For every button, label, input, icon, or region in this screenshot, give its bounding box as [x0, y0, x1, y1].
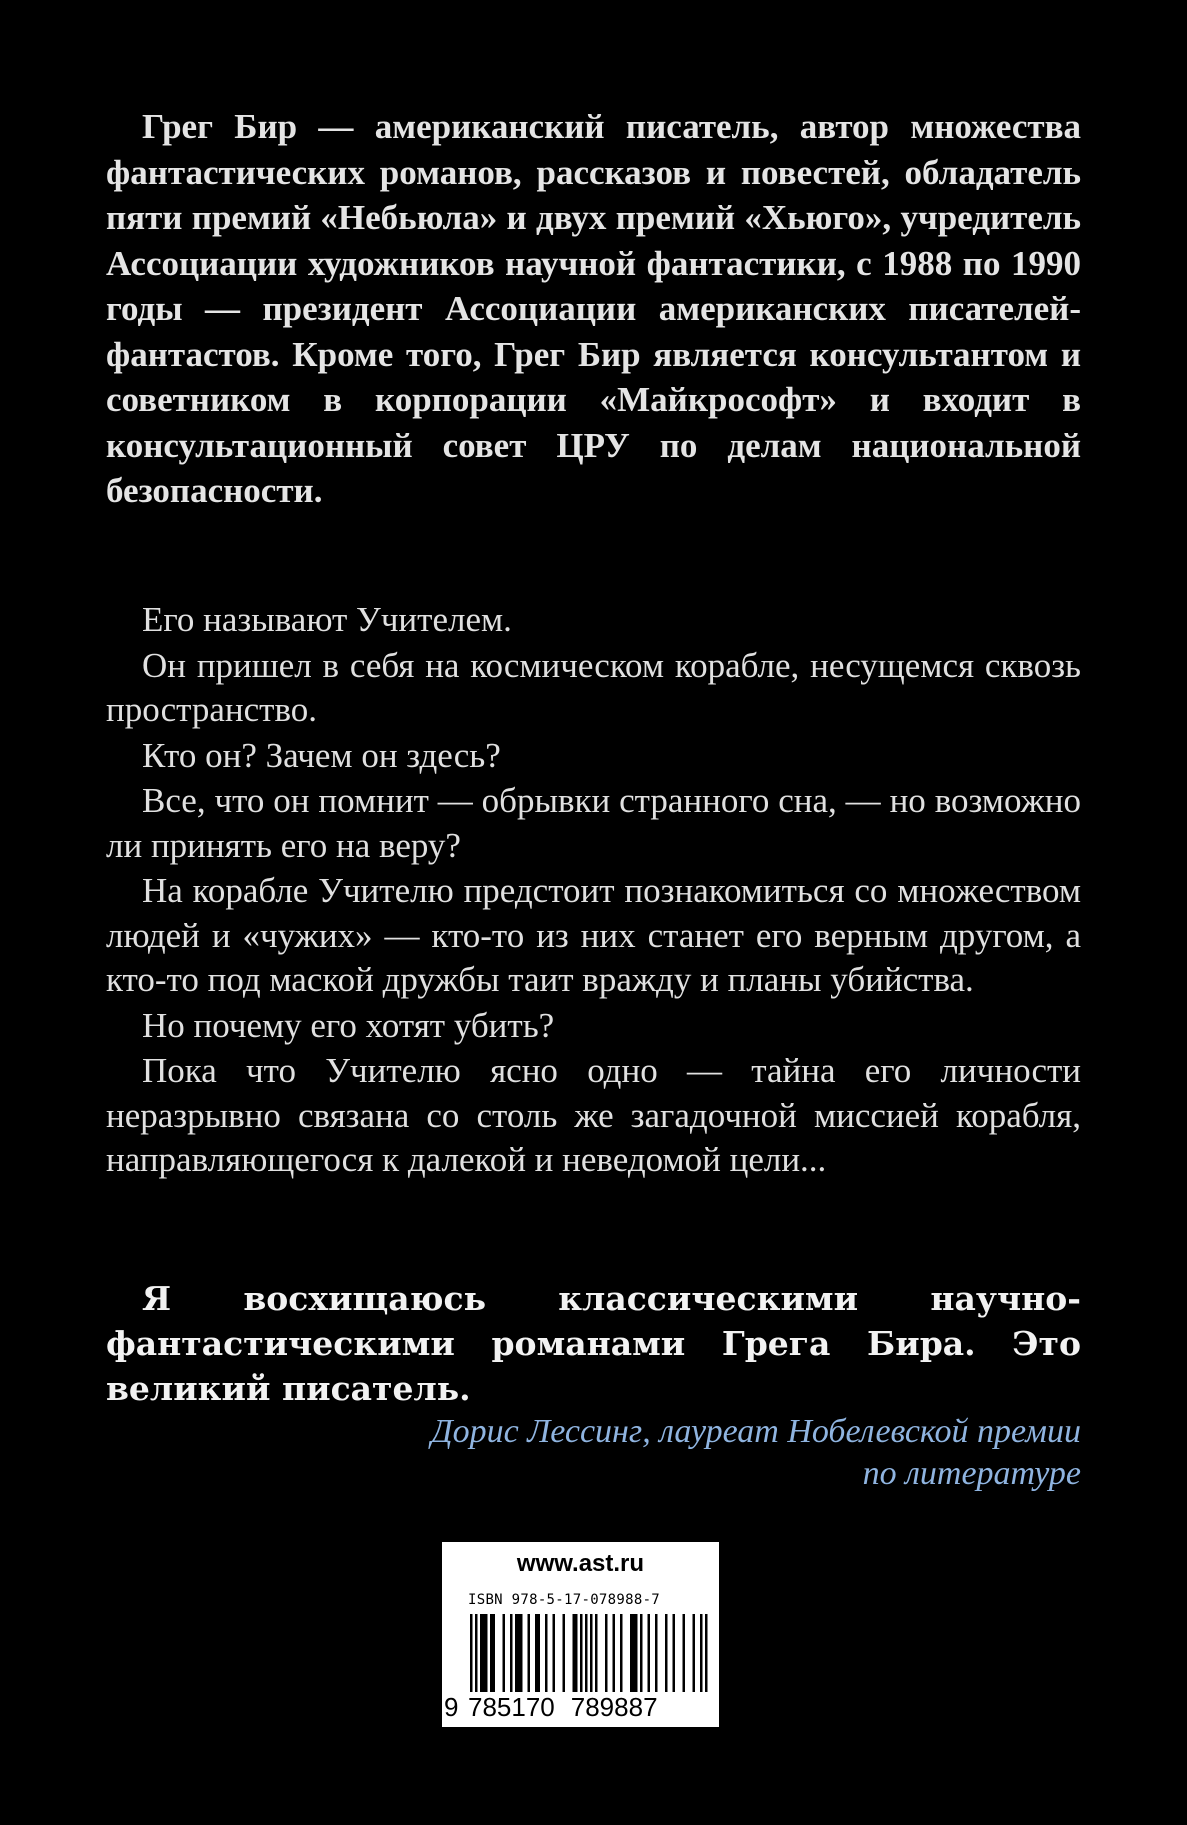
barcode-digits-group-1: 785170	[468, 1692, 555, 1722]
barcode-bar	[620, 1614, 623, 1696]
barcode-bar	[595, 1614, 598, 1696]
barcode-bar	[648, 1614, 651, 1696]
review-quote	[106, 1276, 1081, 1495]
barcode-bar	[538, 1614, 541, 1696]
barcode-bar	[613, 1614, 616, 1696]
barcode-bar	[665, 1614, 668, 1696]
barcode-bar	[683, 1614, 686, 1696]
barcode-bar	[563, 1614, 566, 1696]
barcode-bar	[480, 1614, 483, 1696]
quote-text: Я восхищаюсь классическими научно-фантастическими романами Грега Бира. Это великий писатель.	[106, 1279, 1081, 1408]
barcode-digits-group-2: 789887	[570, 1692, 658, 1722]
barcode-lead-digit: 9	[444, 1692, 459, 1722]
synopsis-paragraph: Пока что Учителю ясно одно — тайна его личности неразрывно связана со столь же загадочной миссией корабля, направляющегося к далекой и неведомой цели...	[106, 1051, 1081, 1179]
barcode-digits	[444, 1692, 717, 1723]
quote-attribution	[106, 1411, 1081, 1495]
barcode-bar	[605, 1614, 608, 1696]
synopsis-paragraph: Но почему его хотят убить?	[142, 1005, 555, 1045]
barcode-bar	[483, 1614, 486, 1696]
barcode-bar	[485, 1614, 488, 1696]
synopsis-paragraph: Все, что он помнит — обрывки странного сна, — но возможно ли принять его на веру?	[106, 781, 1081, 865]
barcode-bar	[493, 1614, 496, 1696]
synopsis-paragraph: Его называют Учителем.	[142, 600, 512, 639]
barcode-bar	[630, 1614, 633, 1696]
barcode-block	[442, 1542, 719, 1727]
barcode-bar	[535, 1614, 538, 1696]
synopsis	[106, 598, 1081, 1184]
isbn-label: ISBN 978-5-17-078988-7	[468, 1592, 661, 1608]
barcode-bar	[693, 1614, 696, 1696]
barcode-bar	[510, 1614, 513, 1696]
barcode-bar	[580, 1614, 583, 1696]
barcode-bar	[635, 1614, 638, 1696]
synopsis-paragraph: На корабле Учителю предстоит познакомиться со множеством людей и «чужих» — кто-то из них станет его верным другом, а кто-то под маской дружбы таит вражду и планы убийства.	[106, 871, 1081, 999]
barcode-bar	[545, 1614, 548, 1696]
attribution-line-1: Дорис Лессинг, лауреат Нобелевской премии	[430, 1413, 1081, 1450]
publisher-url: www.ast.ru	[516, 1550, 645, 1577]
barcode-bar	[553, 1614, 556, 1696]
barcode-bar	[515, 1614, 518, 1696]
attribution-line-2: по литературе	[862, 1455, 1081, 1492]
barcode-bar	[673, 1614, 676, 1696]
synopsis-paragraph: Кто он? Зачем он здесь?	[142, 735, 501, 775]
barcode-bar	[520, 1614, 523, 1696]
barcode-bar	[528, 1614, 531, 1696]
barcode-bar	[573, 1614, 576, 1696]
barcode-bar	[633, 1614, 636, 1696]
barcode-bar	[503, 1614, 506, 1696]
barcode-bar	[575, 1614, 578, 1696]
author-bio: Грег Бир — американский писатель, автор множества фантастических романов, рассказов и повестей, обладатель пяти премий «Небьюла» и двух премий «Хьюго», учредитель Ассоциации художников научной фантастики, с 1988 по 1990 годы — президент Ассоциации американских писателей-фантастов. Кроме того, Грег Бир является консультантом и советником в корпорации «Майкрософт» и входит в консультационный совет ЦРУ по делам национальной безопасности.	[106, 107, 1081, 510]
barcode-bar	[518, 1614, 521, 1696]
synopsis-paragraph: Он пришел в себя на космическом корабле, несущемся сквозь пространство.	[106, 645, 1081, 729]
barcode-bar	[655, 1614, 658, 1696]
barcode-bar	[490, 1614, 493, 1696]
barcode-bar	[640, 1614, 643, 1696]
